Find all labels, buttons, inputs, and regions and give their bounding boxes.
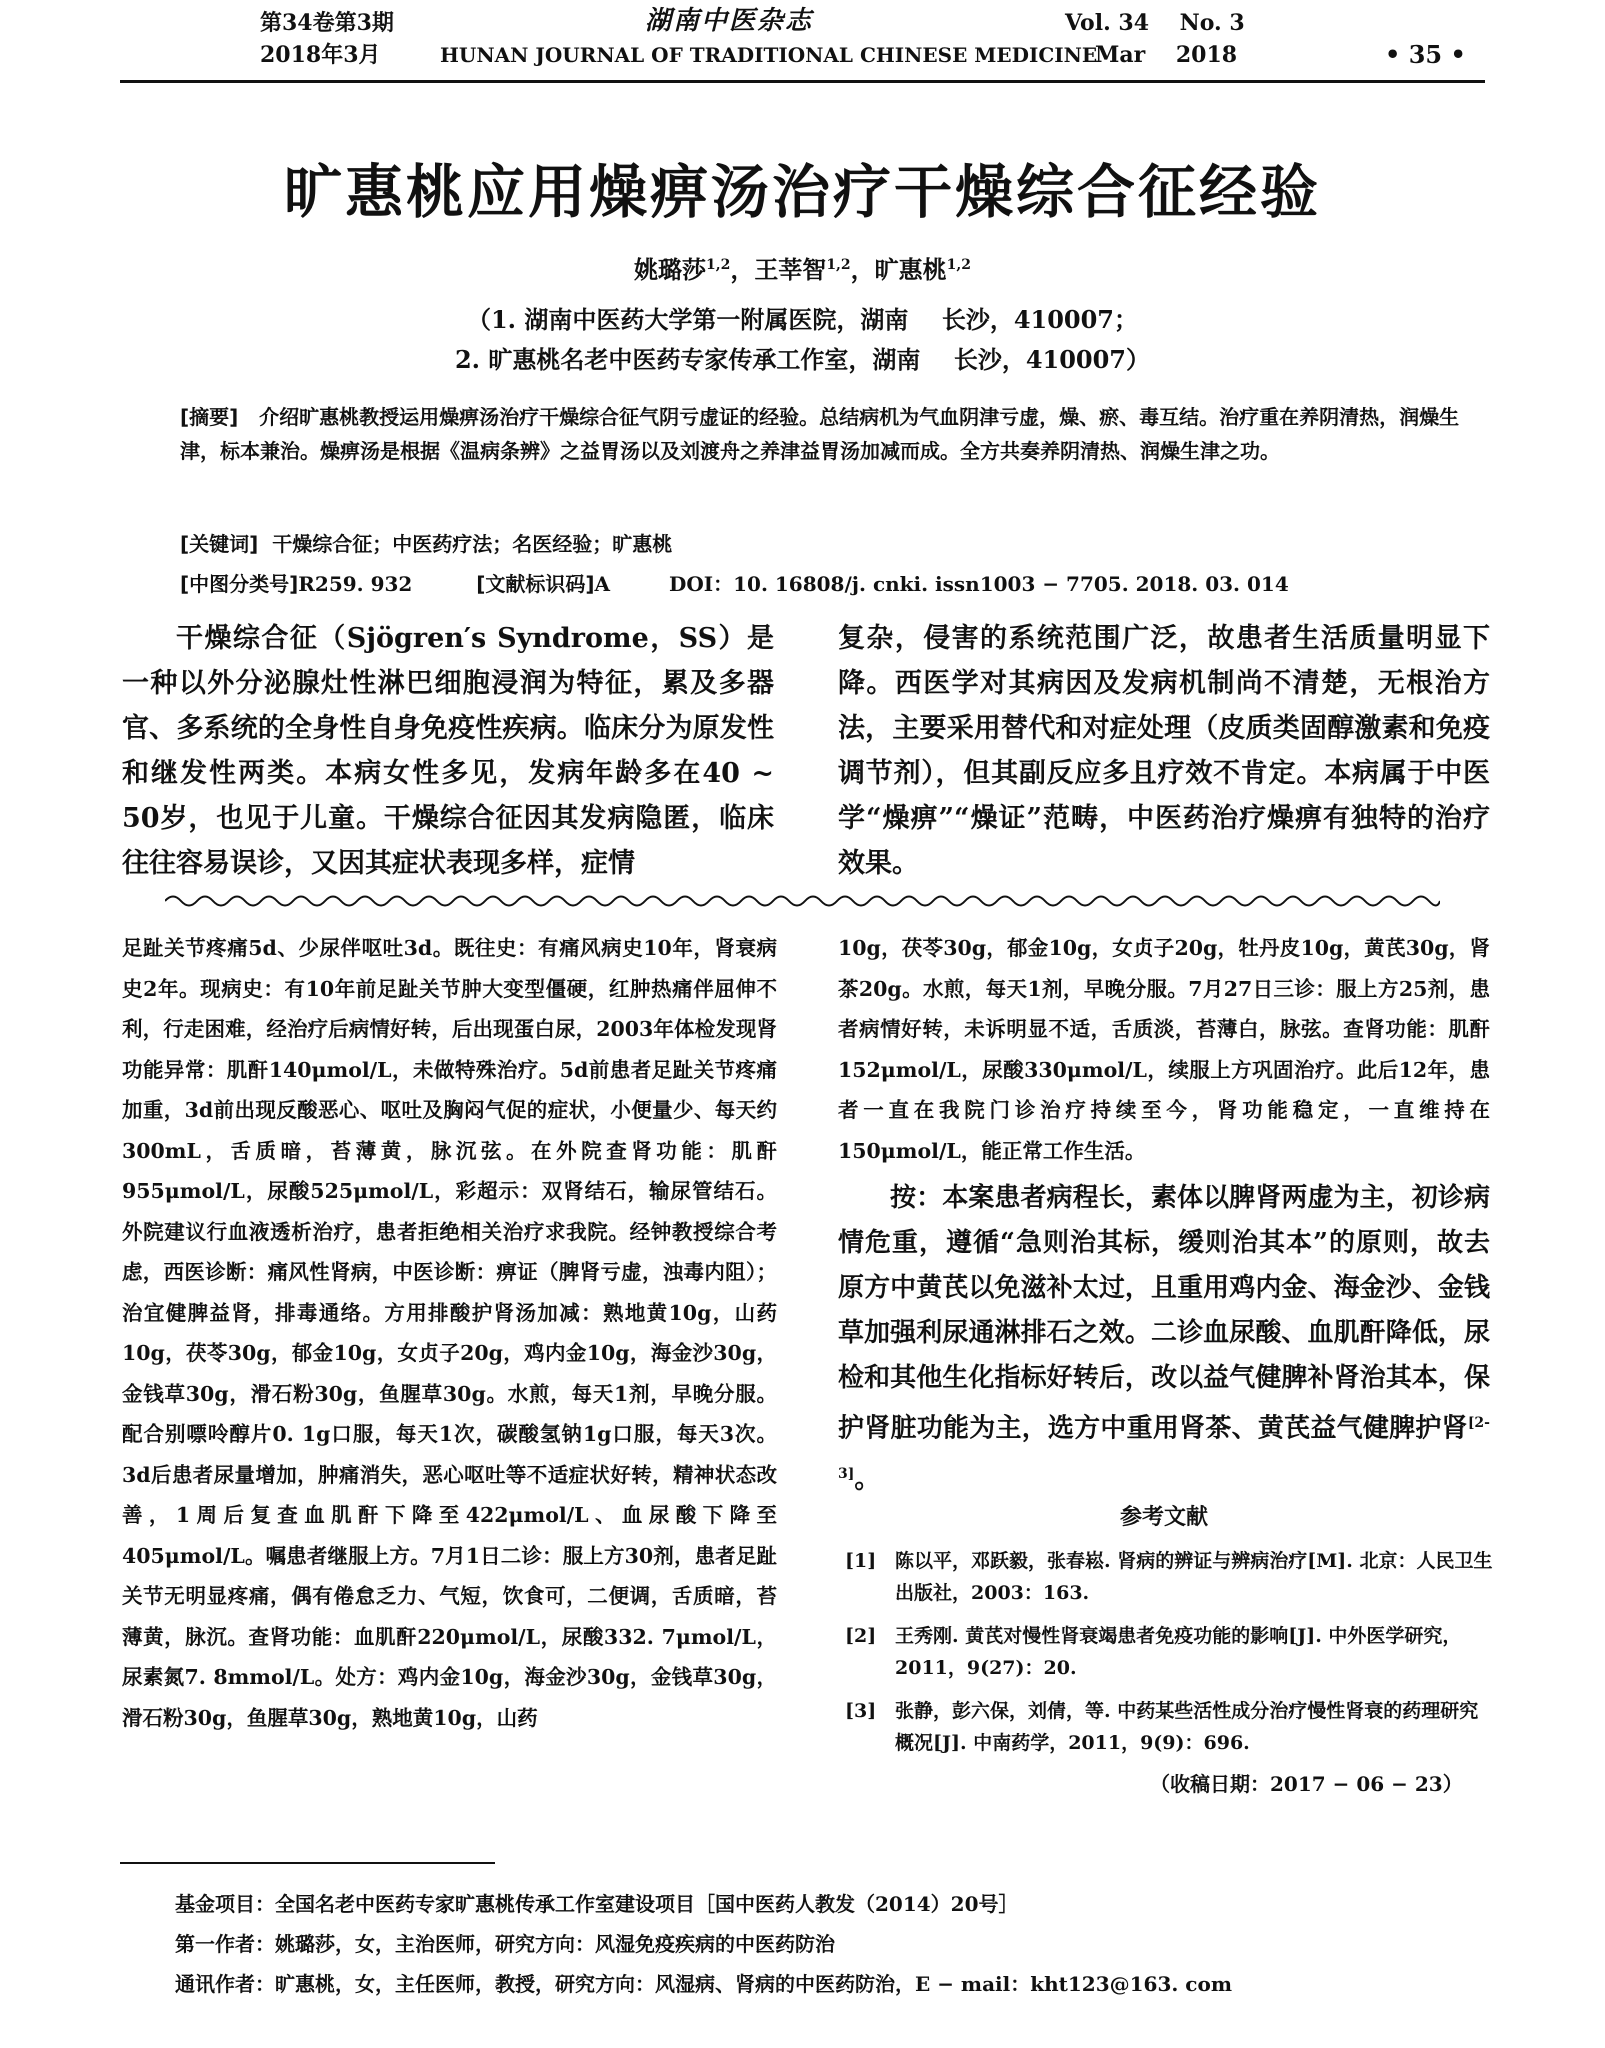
corresponding-author-note: 通讯作者：旷惠桃，女，主任医师，教授，研究方向：风湿病、肾病的中医药防治，E − mail：kht123@163. com (175, 1972, 1232, 1996)
doc-code: A (594, 572, 611, 596)
author-list (0, 250, 1605, 285)
intro-paragraph: 干燥综合征（Sjögren′s Syndrome，SS）是一种以外分泌腺灶性淋巴细胞浸润为特征，累及多器官、多系统的全身性自身免疫性疾病。临床分为原发性和继发性两类。本病女性多见，发病年龄多在40 ~ 50岁，也见于儿童。干燥综合征因其发病隐匿，临床往往容易误诊，又因其症状表现多样，症情 (122, 623, 774, 879)
reference-number: [3] (845, 1700, 877, 1722)
classification-row (180, 568, 1289, 597)
doc-code-label: [文献标识码] (476, 572, 595, 596)
footnote-rule (120, 1862, 495, 1864)
keywords-label: [关键词] (180, 532, 259, 556)
reference-item (845, 1545, 1495, 1609)
intro-right-column (838, 616, 1490, 886)
reference-number: [2] (845, 1625, 877, 1647)
author-affiliation-marker: 1,2 (946, 257, 972, 273)
commentary-text: 本案患者病程长，素体以脾肾两虚为主，初诊病情危重，遵循“急则治其标，缓则治其本”的原则，故去原方中黄芪以免滋补太过，且重用鸡内金、海金沙、金钱草加强利尿通淋排石之效。二诊血尿酸、血肌酐降低，尿检和其他生化指标好转后，改以益气健脾补肾治其本，保护肾脏功能为主，选方中重用肾茶、黄芪益气健脾护肾 (838, 1183, 1490, 1444)
body-left-column (122, 928, 777, 1738)
reference-number: [1] (845, 1550, 877, 1572)
volume-issue-cn: 第34卷第3期 (260, 10, 394, 36)
reference-text: 王秀刚. 黄芪对慢性肾衰竭患者免疫功能的影响[J]. 中外医学研究，2011，9(27)：20. (895, 1625, 1462, 1679)
abstract-text: 介绍旷惠桃教授运用燥痹汤治疗干燥综合征气阴亏虚证的经验。总结病机为气血阴津亏虚，燥、瘀、毒互结。治疗重在养阴清热，润燥生津，标本兼治。燥痹汤是根据《温病条辨》之益胃汤以及刘渡舟之养津益胃汤加减而成。全方共奏养阴清热、润燥生津之功。 (180, 405, 1460, 463)
case-record-continued: 10g，茯苓30g，郁金10g，女贞子20g，牡丹皮10g，黄芪30g，肾茶20g。水煎，每天1剂，早晚分服。7月27日三诊：服上方25剂，患者病情好转，未诉明显不适，舌质淡，苔薄白，脉弦。查肾功能：肌酐152μmol/L，尿酸330μmol/L，续服上方巩固治疗。此后12年，患者一直在我院门诊治疗持续至今，肾功能稳定，一直维持在150μmol/L，能正常工作生活。 (838, 936, 1490, 1163)
commentary-label: 按： (890, 1183, 943, 1213)
date-en: Mar 2018 (1095, 42, 1238, 68)
clc-code: R259. 932 (298, 572, 413, 596)
references-title: 参考文献 (1119, 1505, 1208, 1530)
reference-item (845, 1620, 1495, 1684)
journal-name-en: HUNAN JOURNAL OF TRADITIONAL CHINESE MEDICINE (440, 43, 1098, 67)
volume-issue-en: Vol. 34 No. 3 (1065, 10, 1245, 36)
author-affiliation-marker: 1,2 (705, 257, 731, 273)
page-number: • 35 • (1385, 40, 1466, 69)
author-separator: ， (850, 255, 875, 284)
article-title: 旷惠桃应用燥痹汤治疗干燥综合征经验 (283, 158, 1321, 226)
clc-label: [中图分类号] (180, 572, 299, 596)
affiliation-2: 2. 旷惠桃名老中医药专家传承工作室，湖南 长沙，410007） (454, 345, 1151, 374)
keywords-row (180, 528, 672, 557)
abstract (180, 400, 1475, 468)
received-date: （收稿日期：2017 − 06 − 23） (1150, 1772, 1463, 1796)
doi: DOI：10. 16808/j. cnki. issn1003 − 7705. 2018. 03. 014 (669, 572, 1289, 596)
citation-marker: [2-3] (838, 1415, 1490, 1482)
case-commentary (838, 1176, 1490, 1502)
date-cn: 2018年3月 (260, 42, 381, 68)
intro-left-column (122, 616, 774, 886)
first-author-note: 第一作者：姚璐莎，女，主治医师，研究方向：风湿免疫疾病的中医药防治 (175, 1932, 835, 1956)
case-record: 足趾关节疼痛5d、少尿伴呕吐3d。既往史：有痛风病史10年，肾衰病史2年。现病史：有10年前足趾关节肿大变型僵硬，红肿热痛伴屈伸不利，行走困难，经治疗后病情好转，后出现蛋白尿，2003年体检发现肾功能异常：肌酐140μmol/L，未做特殊治疗。5d前患者足趾关节疼痛加重，3d前出现反酸恶心、呕吐及胸闷气促的症状，小便量少、每天约300mL，舌质暗，苔薄黄，脉沉弦。在外院查肾功能：肌酐955μmol/L，尿酸525μmol/L，彩超示：双肾结石，输尿管结石。外院建议行血液透析治疗，患者拒绝相关治疗求我院。经钟教授综合考虑，西医诊断：痛风性肾病，中医诊断：痹证（脾肾亏虚，浊毒内阻）；治宜健脾益肾，排毒通络。方用排酸护肾汤加减：熟地黄10g，山药10g，茯苓30g，郁金10g，女贞子20g，鸡内金10g，海金沙30g，金钱草30g，滑石粉30g，鱼腥草30g。水煎，每天1剂，早晚分服。配合别嘌呤醇片0. 1g口服，每天1次，碳酸氢钠1g口服，每天3次。3d后患者尿量增加，肿痛消失，恶心呕吐等不适症状好转，精神状态改善，1周后复查血肌酐下降至422μmol/L、血尿酸下降至405μmol/L。嘱患者继服上方。7月1日二诊：服上方30剂，患者足趾关节无明显疼痛，偶有倦怠乏力、气短，饮食可，二便调，舌质暗，苔薄黄，脉沉。查肾功能：血肌酐220μmol/L，尿酸332. 7μmol/L，尿素氮7. 8mmol/L。处方：鸡内金10g，海金沙30g，金钱草30g，滑石粉30g，鱼腥草30g，熟地黄10g，山药 (122, 936, 777, 1730)
author-name: 旷惠桃 (874, 255, 947, 284)
abstract-label: [摘要] (180, 405, 239, 429)
author-separator: ， (730, 255, 755, 284)
author-affiliation-marker: 1,2 (826, 257, 851, 273)
header-rule (120, 80, 1485, 83)
commentary-end: 。 (854, 1464, 881, 1495)
body-right-column (838, 928, 1490, 1171)
author-name: 姚璐莎 (633, 255, 706, 284)
ornamental-divider (165, 892, 1440, 910)
intro-paragraph: 复杂，侵害的系统范围广泛，故患者生活质量明显下降。西医学对其病因及发病机制尚不清楚，无根治方法，主要采用替代和对症处理（皮质类固醇激素和免疫调节剂），但其副反应多且疗效不肯定。本病属于中医学“燥痹”“燥证”范畴，中医药治疗燥痹有独特的治疗效果。 (838, 623, 1490, 879)
reference-text: 陈以平，邓跃毅，张春崧. 肾病的辨证与辨病治疗[M]. 北京：人民卫生出版社，2003：163. (895, 1550, 1493, 1604)
affiliation-1: （1. 湖南中医药大学第一附属医院，湖南 长沙，410007； (466, 305, 1139, 334)
author-name: 王莘智 (754, 255, 827, 284)
reference-item (845, 1695, 1495, 1759)
reference-text: 张静，彭六保，刘倩，等. 中药某些活性成分治疗慢性肾衰的药理研究概况[J]. 中南药学，2011，9(9)：696. (895, 1700, 1479, 1754)
journal-logo: 湖南中医杂志 (645, 6, 814, 36)
fund-note: 基金项目：全国名老中医药专家旷惠桃传承工作室建设项目［国中医药人教发（2014）20号］ (175, 1892, 1019, 1916)
keywords: 干燥综合征；中医药疗法；名医经验；旷惠桃 (272, 532, 673, 556)
